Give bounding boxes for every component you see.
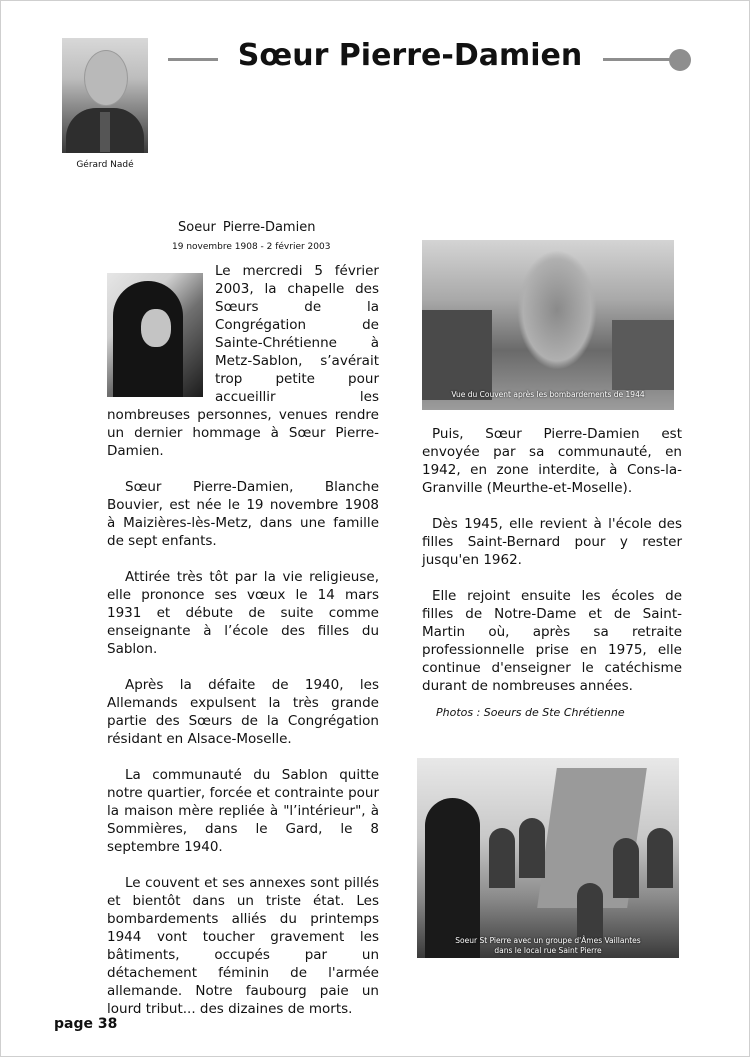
- author-photo: [62, 38, 148, 153]
- convent-ruins-photo: [422, 240, 674, 410]
- paragraph: Sœur Pierre-Damien, Blanche Bouvier, est née le 19 novembre 1908 à Maizières-lès-Metz, dans une famille de sept enfants.: [107, 479, 379, 549]
- portrait-wrap-space: [107, 262, 215, 396]
- author-head: [84, 50, 128, 106]
- title-dot-ornament: [669, 49, 691, 71]
- paragraph: Attirée très tôt par la vie religieuse, elle prononce ses vœux le 14 mars 1931 et débute de suite comme enseignante à l’école des filles du Sablon.: [107, 569, 379, 657]
- author-caption: Gérard Nadé: [76, 160, 134, 170]
- article-title: Soeur Pierre-Damien: [178, 220, 316, 235]
- title-rule-left: [168, 58, 218, 61]
- child-figure: [519, 818, 545, 878]
- paragraph: Le couvent et ses annexes sont pillés et bientôt dans un triste état. Les bombardements alliés du printemps 1944 vont toucher gravement les bâtiments, occupés par un détachement féminin de l'armée allemande. Notre faubourg paie un lourd tribut... des dizaines de morts.: [107, 875, 379, 1017]
- article-dates: 19 novembre 1908 - 2 février 2003: [172, 242, 331, 252]
- left-column: [107, 262, 379, 1036]
- child-figure: [577, 883, 603, 943]
- child-figure: [489, 828, 515, 888]
- paragraph: Le mercredi 5 février 2003, la chapelle des Sœurs de la Congrégation de Sainte-Chrétienne à Metz-Sablon, s’avérait trop petite pour accueillir les nombreuses personnes, venues rendre un dernier hommage à Sœur Pierre-Damien.: [107, 263, 379, 459]
- paragraph: Elle rejoint ensuite les écoles de filles de Notre-Dame et de Saint-Martin où, après sa retraite professionnelle prise en 1975, elle continue d'enseigner le catéchisme durant de nombreuses années.: [422, 588, 682, 694]
- tree: [517, 250, 597, 370]
- paragraph: Dès 1945, elle revient à l'école des filles Saint-Bernard pour y rester jusqu'en 1962.: [422, 516, 682, 568]
- convent-photo-caption: Vue du Couvent après les bombardements de 1944: [451, 390, 645, 399]
- author-tie: [100, 112, 110, 152]
- ruined-building-right: [612, 320, 674, 390]
- paragraph: La communauté du Sablon quitte notre quartier, forcée et contrainte pour la maison mère repliée à "l’intérieur", à Sommières, dans le Gard, le 8 septembre 1940.: [107, 767, 379, 855]
- right-column: [422, 425, 682, 713]
- page-title: Sœur Pierre-Damien: [237, 38, 583, 73]
- paragraph: Puis, Sœur Pierre-Damien est envoyée par sa communauté, en 1942, en zone interdite, à Cons-la-Granville (Meurthe-et-Moselle).: [422, 426, 682, 496]
- page-number: page 38: [54, 1016, 118, 1032]
- child-figure: [647, 828, 673, 888]
- ruined-building-left: [422, 310, 492, 400]
- group-photo-caption-line2: dans le local rue Saint Pierre: [494, 946, 602, 955]
- child-figure: [613, 838, 639, 898]
- title-rule-right: [603, 58, 673, 61]
- photo-credit: Photos : Soeurs de Ste Chrétienne: [436, 706, 625, 719]
- nun-figure: [425, 798, 480, 958]
- group-photo-caption-line1: Soeur St Pierre avec un groupe d'Âmes Vaillantes: [455, 936, 641, 945]
- paragraph: Après la défaite de 1940, les Allemands expulsent la très grande partie des Sœurs de la Congrégation résidant en Alsace-Moselle.: [107, 677, 379, 747]
- group-photo: [417, 758, 679, 958]
